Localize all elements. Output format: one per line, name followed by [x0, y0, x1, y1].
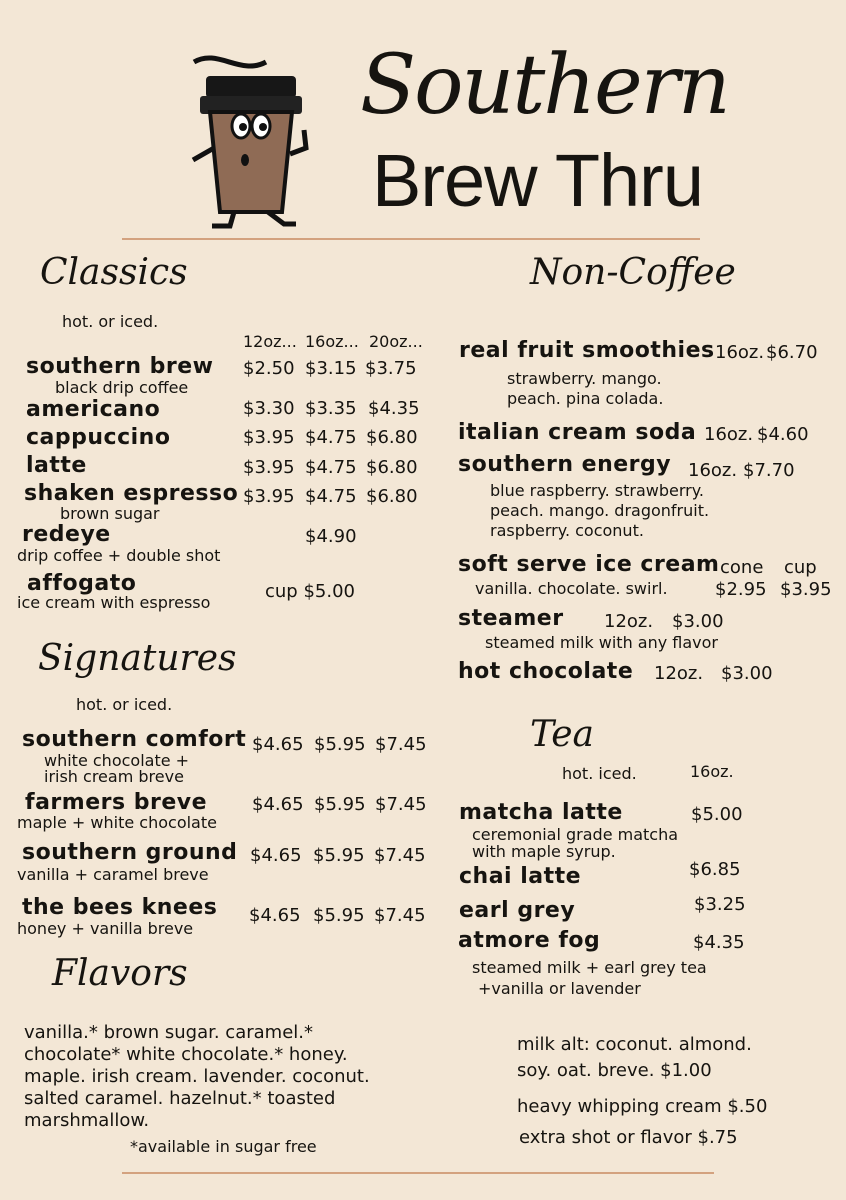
price: $4.60 [757, 424, 809, 445]
menu-item: soft serve ice cream [458, 552, 720, 577]
flavor-line: salted caramel. hazelnut.* toasted [24, 1088, 336, 1109]
size: 12oz. [654, 663, 704, 684]
size-12oz: 12oz... [243, 332, 297, 351]
menu-item: real fruit smoothies [459, 338, 715, 363]
item-description: blue raspberry. strawberry. [490, 481, 705, 500]
price: $7.70 [743, 460, 795, 481]
price: $3.25 [694, 894, 746, 915]
menu-item: matcha latte [459, 800, 623, 825]
price: $6.85 [689, 859, 741, 880]
section-signatures: Signatures [38, 638, 237, 679]
item-description: strawberry. mango. [507, 369, 662, 388]
menu-item: latte [26, 453, 87, 478]
item-description: black drip coffee [55, 378, 189, 397]
size-20oz: 20oz... [369, 332, 423, 351]
price: $7.45 [374, 845, 426, 866]
price: $4.35 [368, 398, 420, 419]
price: cup $5.00 [265, 581, 355, 602]
price: $5.95 [314, 794, 366, 815]
heavy-cream-line: heavy whipping cream $.50 [517, 1096, 768, 1117]
item-description: vanilla. chocolate. swirl. [475, 579, 668, 598]
item-description: ice cream with espresso [17, 593, 211, 612]
item-description: irish cream breve [44, 767, 184, 786]
extra-shot-line: extra shot or flavor $.75 [519, 1127, 738, 1148]
menu-item: chai latte [459, 864, 582, 889]
menu-item: atmore fog [458, 928, 601, 953]
section-tea: Tea [530, 714, 594, 755]
flavor-line: marshmallow. [24, 1110, 150, 1131]
menu-item: cappuccino [26, 425, 171, 450]
menu-item: southern energy [458, 452, 672, 477]
menu-item: italian cream soda [458, 420, 697, 445]
item-description: peach. pina colada. [507, 389, 664, 408]
price: $7.45 [374, 905, 426, 926]
price: $3.30 [243, 398, 295, 419]
price: $4.65 [250, 845, 302, 866]
menu-item: southern brew [26, 354, 214, 379]
price: $2.95 [715, 579, 767, 600]
price: $4.75 [305, 486, 357, 507]
price: $4.35 [693, 932, 745, 953]
flavor-line: chocolate* white chocolate.* honey. [24, 1044, 348, 1065]
price: $6.80 [366, 486, 418, 507]
price: $4.90 [305, 526, 357, 547]
sugar-free-footnote: *available in sugar free [130, 1137, 317, 1156]
price: $4.65 [252, 734, 304, 755]
price: $5.95 [313, 905, 365, 926]
menu-item: americano [26, 397, 161, 422]
price: $3.75 [365, 358, 417, 379]
price: $4.65 [249, 905, 301, 926]
coffee-cup-mascot-icon [188, 48, 313, 230]
tea-note: hot. iced. [562, 764, 637, 783]
signatures-note: hot. or iced. [76, 695, 173, 714]
price: $3.95 [780, 579, 832, 600]
tea-size: 16oz. [690, 762, 734, 781]
size-16oz: 16oz... [305, 332, 359, 351]
menu-item: the bees knees [22, 895, 218, 920]
price: $5.95 [313, 845, 365, 866]
milk-alt-price: soy. oat. breve. $1.00 [517, 1060, 712, 1081]
menu-item: redeye [22, 522, 111, 547]
price: $5.00 [691, 804, 743, 825]
menu-item: southern comfort [22, 727, 247, 752]
menu-item: steamer [458, 606, 564, 631]
section-classics: Classics [40, 252, 188, 293]
bottom-divider [122, 1172, 714, 1174]
item-description: maple + white chocolate [17, 813, 217, 832]
milk-alt-line: milk alt: coconut. almond. [517, 1034, 752, 1055]
menu-item: shaken espresso [24, 481, 239, 506]
item-description: drip coffee + double shot [17, 546, 221, 565]
cone-label: cone [720, 557, 764, 578]
price: $7.45 [375, 794, 427, 815]
item-description: with maple syrup. [472, 842, 616, 861]
price: $3.95 [243, 486, 295, 507]
size: 16oz. [688, 460, 738, 481]
item-description: white chocolate + [44, 751, 190, 770]
price: $3.35 [305, 398, 357, 419]
item-description: brown sugar [60, 504, 160, 523]
menu-item: hot chocolate [458, 659, 634, 684]
item-description: vanilla + caramel breve [17, 865, 209, 884]
size: 12oz. [604, 611, 654, 632]
price: $5.95 [314, 734, 366, 755]
price: $3.00 [721, 663, 773, 684]
size: 16oz. [704, 424, 754, 445]
title-brew-thru: Brew Thru [372, 139, 703, 222]
price: $6.80 [366, 427, 418, 448]
item-description: +vanilla or lavender [478, 979, 641, 998]
price: $3.95 [243, 457, 295, 478]
price: $6.80 [366, 457, 418, 478]
flavor-line: vanilla.* brown sugar. caramel.* [24, 1022, 313, 1043]
title-southern: Southern [360, 38, 729, 133]
price: $7.45 [375, 734, 427, 755]
price: $4.75 [305, 457, 357, 478]
price: $4.65 [252, 794, 304, 815]
top-divider [122, 238, 700, 240]
menu-item: earl grey [459, 898, 576, 923]
size: 16oz. [715, 342, 765, 363]
price: $3.00 [672, 611, 724, 632]
section-flavors: Flavors [52, 953, 188, 994]
price: $3.15 [305, 358, 357, 379]
item-description: steamed milk with any flavor [485, 633, 719, 652]
flavor-line: maple. irish cream. lavender. coconut. [24, 1066, 370, 1087]
menu-item: farmers breve [25, 790, 207, 815]
menu-item: southern ground [22, 840, 238, 865]
classics-note: hot. or iced. [62, 312, 159, 331]
item-description: steamed milk + earl grey tea [472, 958, 707, 977]
price: $4.75 [305, 427, 357, 448]
price: $3.95 [243, 427, 295, 448]
price: $6.70 [766, 342, 818, 363]
cup-label: cup [784, 557, 817, 578]
item-description: peach. mango. dragonfruit. [490, 501, 710, 520]
item-description: honey + vanilla breve [17, 919, 194, 938]
section-non-coffee: Non-Coffee [530, 252, 736, 293]
menu-item: affogato [27, 571, 137, 596]
item-description: ceremonial grade matcha [472, 825, 679, 844]
item-description: raspberry. coconut. [490, 521, 644, 540]
price: $2.50 [243, 358, 295, 379]
